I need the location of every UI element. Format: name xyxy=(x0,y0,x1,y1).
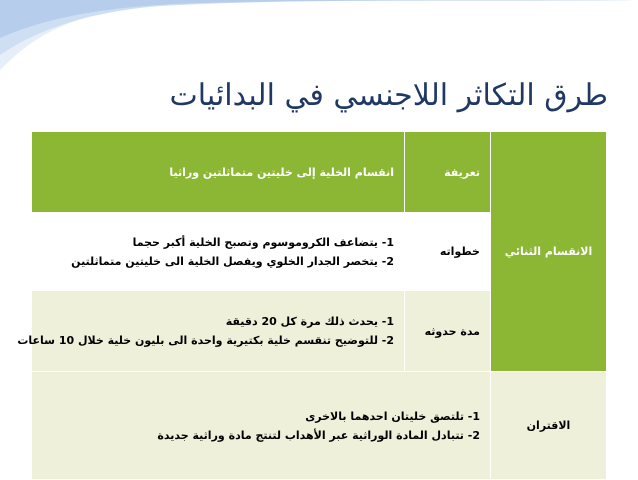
table-row-conjugation xyxy=(32,372,607,480)
occurrence-text xyxy=(17,291,405,372)
occurrence-line-1: 1- يحدث ذلك مرة كل 20 دقيقة xyxy=(225,315,394,328)
decorative-wave xyxy=(0,0,638,70)
definition-label: تعريفة xyxy=(405,132,491,213)
steps-label: خطواته xyxy=(405,213,491,291)
steps-line-1: 1- يتضاعف الكروموسوم وتصبح الخلية أكبر حجما xyxy=(132,235,394,249)
conjugation-header: الاقتران xyxy=(491,372,607,480)
binary-fission-header: الانقسام الثنائي xyxy=(491,132,607,372)
occurrence-line-2: 2- للتوضيح تنقسم خلية بكتيرية واحدة الى بليون خلية خلال 10 ساعات xyxy=(17,334,394,347)
definition-text: انقسام الخلية إلى خليتين متماثلتين وراثيا xyxy=(32,132,405,213)
steps-text xyxy=(32,213,405,291)
conjugation-line-1: 1- تلتصق خليتان احدهما بالاخرى xyxy=(305,409,480,423)
table-row-definition xyxy=(32,132,607,213)
occurrence-label: مدة حدوثه xyxy=(405,291,491,372)
reproduction-table xyxy=(17,131,607,480)
conjugation-text xyxy=(32,372,491,480)
page-title: طرق التكاثر اللاجنسي في البدائيات xyxy=(169,78,608,113)
conjugation-line-2: 2- تتبادل المادة الوراثية عبر الأهداب لتنتج مادة وراثية جديدة xyxy=(157,428,480,442)
steps-line-2: 2- يتخصر الجدار الخلوي ويفصل الخلية الى خليتين متماثلتين xyxy=(71,254,394,268)
